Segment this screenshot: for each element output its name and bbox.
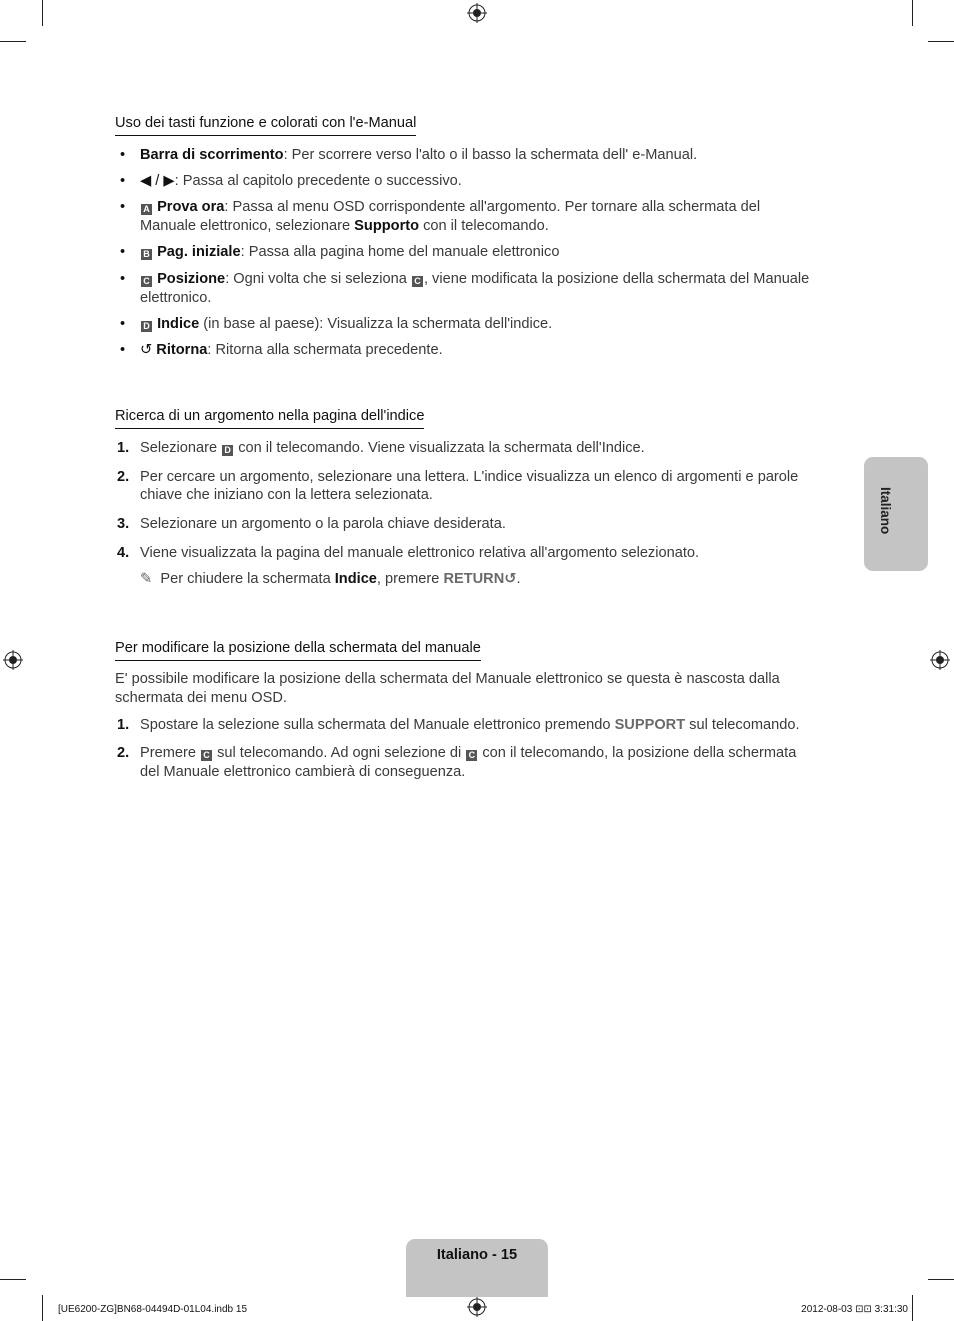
bullet: • — [120, 316, 126, 332]
section-heading: Uso dei tasti funzione e colorati con l'e-Manual — [115, 114, 416, 136]
step-text: Selezionare un argomento o la parola chiave desiderata. — [140, 516, 506, 532]
step-text: Premere C sul telecomando. Ad ogni selezione di C con il telecomando, la posizione della schermata — [140, 745, 797, 761]
bullet: • — [120, 271, 126, 287]
footer-file-info: [UE6200-ZG]BN68-04494D-01L04.indb 15 — [58, 1304, 248, 1315]
step-text: Viene visualizzata la pagina del manuale elettronico relativa all'argomento selezionato. — [140, 545, 700, 561]
c-button-icon: C — [141, 276, 152, 287]
c-button-icon: C — [201, 750, 212, 761]
trim-mark — [912, 1295, 913, 1321]
step-number: 2. — [117, 469, 130, 485]
d-button-icon: D — [222, 445, 233, 456]
bullet: • — [120, 342, 126, 358]
b-button-icon: B — [141, 249, 152, 260]
registration-mark-icon — [467, 1297, 487, 1317]
list-item-continuation: elettronico. — [140, 290, 212, 306]
trim-mark — [0, 1279, 26, 1280]
a-button-icon: A — [141, 204, 152, 215]
footer-timestamp: 2012-08-03 ⊡⊡ 3:31:30 — [801, 1304, 908, 1315]
list-item: D Indice (in base al paese): Visualizza la schermata dell'indice. — [140, 315, 552, 334]
c-button-icon: C — [412, 276, 423, 287]
bullet: • — [120, 199, 126, 215]
trim-mark — [0, 41, 26, 42]
step-number: 1. — [117, 440, 130, 456]
c-button-icon: C — [466, 750, 477, 761]
step-text-continuation: chiave che iniziano con la lettera selezionata. — [140, 487, 433, 503]
step-text-continuation: del Manuale elettronico cambierà di conseguenza. — [140, 764, 466, 780]
step-number: 3. — [117, 516, 130, 532]
trim-mark — [42, 0, 43, 26]
return-icon: ↺ — [140, 342, 153, 358]
bullet: • — [120, 147, 126, 163]
list-item: ◀ / ▶: Passa al capitolo precedente o successivo. — [140, 173, 462, 189]
step-number: 2. — [117, 745, 130, 761]
step-text: Spostare la selezione sulla schermata del Manuale elettronico premendo SUPPORT sul telecomando. — [140, 717, 800, 733]
list-item-continuation: Manuale elettronico, selezionare Supporto con il telecomando. — [140, 218, 549, 234]
intro-text: E' possibile modificare la posizione della schermata del Manuale elettronico se questa è nascosta dalla — [115, 671, 780, 687]
step-number: 1. — [117, 717, 130, 733]
registration-mark-icon — [930, 650, 950, 670]
arrow-icons: ◀ / ▶ — [140, 173, 175, 189]
trim-mark — [928, 1279, 954, 1280]
bullet: • — [120, 173, 126, 189]
step-text: Per cercare un argomento, selezionare una lettera. L'indice visualizza un elenco di argomenti e parole — [140, 469, 799, 485]
note-icon: ✎ — [140, 571, 153, 587]
registration-mark-icon — [3, 650, 23, 670]
trim-mark — [42, 1295, 43, 1321]
list-item: B Pag. iniziale: Passa alla pagina home del manuale elettronico — [140, 243, 559, 262]
list-item: C Posizione: Ogni volta che si seleziona C , viene modificata la posizione della schermata del Manuale — [140, 270, 809, 289]
page-number-tab — [406, 1239, 548, 1297]
language-label: Italiano — [878, 487, 893, 535]
d-button-icon: D — [141, 321, 152, 332]
intro-text: schermata dei menu OSD. — [115, 690, 287, 706]
bullet: • — [120, 244, 126, 260]
section-heading: Ricerca di un argomento nella pagina dell'indice — [115, 407, 424, 429]
step-number: 4. — [117, 545, 130, 561]
registration-mark-icon — [467, 3, 487, 23]
trim-mark — [928, 41, 954, 42]
section-heading: Per modificare la posizione della schermata del manuale — [115, 639, 481, 661]
page-number: Italiano - 15 — [436, 1247, 518, 1263]
step-text: Selezionare D con il telecomando. Viene visualizzata la schermata dell'Indice. — [140, 440, 645, 456]
list-item: A Prova ora: Passa al menu OSD corrispondente all'argomento. Per tornare alla schermata del — [140, 198, 760, 217]
trim-mark — [912, 0, 913, 26]
language-side-tab — [864, 457, 928, 571]
list-item: ↺ Ritorna: Ritorna alla schermata precedente. — [140, 342, 443, 358]
note: ✎ Per chiudere la schermata Indice, premere RETURN↺. — [140, 571, 521, 587]
list-item: Barra di scorrimento: Per scorrere verso l'alto o il basso la schermata dell' e-Manual. — [140, 147, 698, 163]
